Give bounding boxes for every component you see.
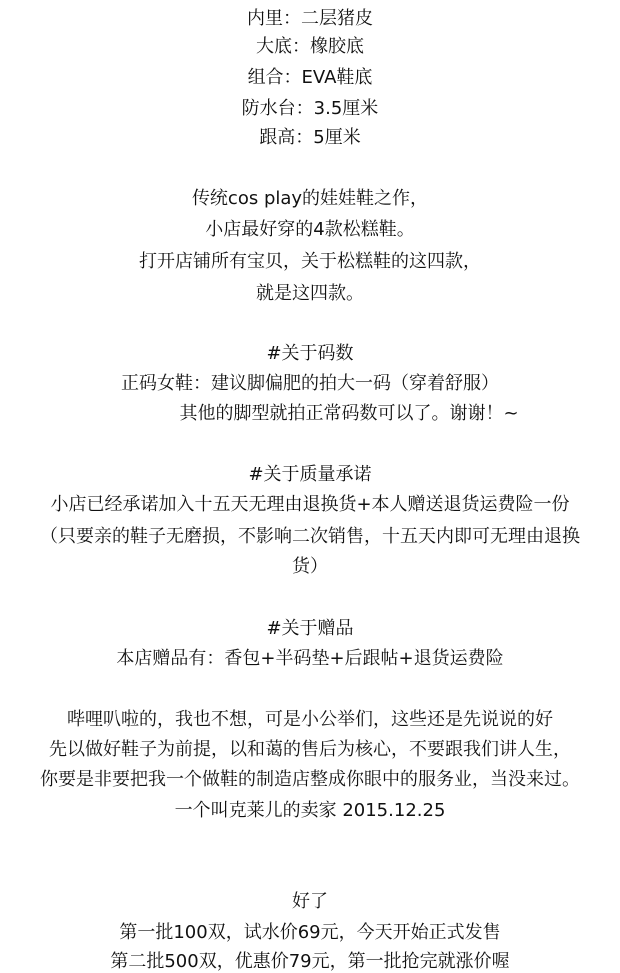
note-line-1: 哔哩叭啦的，我也不想，可是小公举们，这些还是先说说的好 [67,709,553,730]
spec-lining: 内里：二层猪皮 [247,8,373,29]
launch-line-2: 第二批500双，优惠价79元，第一批抢完就涨价喔 [110,951,510,972]
intro-line-4: 就是这四款。 [256,283,364,304]
note-line-3: 你要是非要把我一个做鞋的制造店整成你眼中的服务业，当没来过。 [40,769,580,790]
spec-platform: 防水台：3.5厘米 [241,98,379,119]
intro-line-3: 打开店铺所有宝贝，关于松糕鞋的这四款， [139,251,481,272]
gifts-line-1: 本店赠品有：香包+半码垫+后跟帖+退货运费险 [116,648,504,669]
sizing-line-1: 正码女鞋：建议脚偏肥的拍大一码（穿着舒服） [121,373,499,394]
signature: 一个叫克莱儿的卖家 2015.12.25 [174,800,446,821]
launch-heading: 好了 [292,891,328,912]
quality-heading: #关于质量承诺 [248,464,372,485]
launch-line-1: 第一批100双，试水价69元，今天开始正式发售 [119,922,501,943]
quality-line-2: （只要亲的鞋子无磨损，不影响二次销售，十五天内即可无理由退换 [40,526,580,547]
spec-heel: 跟高：5厘米 [259,127,361,148]
sizing-line-2: 其他的脚型就拍正常码数可以了。谢谢！~ [179,403,519,424]
quality-line-3: 货） [292,556,328,577]
sizing-heading: #关于码数 [266,343,354,364]
note-line-2: 先以做好鞋子为前提，以和蔼的售后为核心，不要跟我们讲人生， [49,739,571,760]
intro-line-2: 小店最好穿的4款松糕鞋。 [205,219,415,240]
spec-combination: 组合：EVA鞋底 [247,67,373,88]
intro-line-1: 传统cos play的娃娃鞋之作， [191,188,429,209]
quality-line-1: 小店已经承诺加入十五天无理由退换货+本人赠送退货运费险一份 [50,494,570,515]
spec-sole: 大底：橡胶底 [256,36,364,57]
gifts-heading: #关于赠品 [266,618,354,639]
